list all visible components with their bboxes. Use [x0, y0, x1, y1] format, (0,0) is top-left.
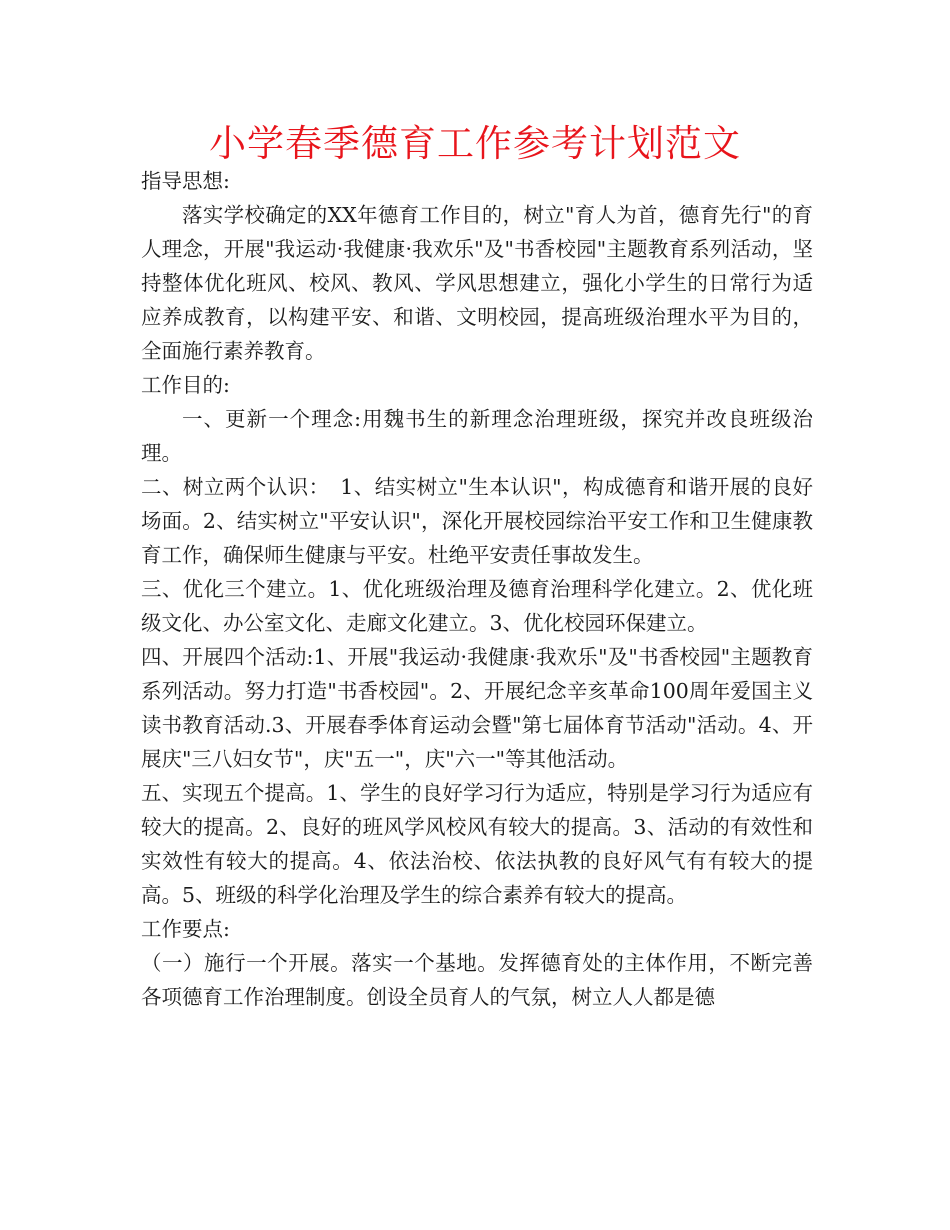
work-point-1: （一）施行一个开展。落实一个基地。发挥德育处的主体作用，不断完善各项德育工作治理制度。创设全员育人的气氛，树立人人都是德	[141, 951, 813, 1009]
goal-item-4: 四、开展四个活动:1、开展"我运动·我健康·我欢乐"及"书香校园"主题教育系列活动。努力打造"书香校园"。2、开展纪念辛亥革命100周年爱国主义读书教育活动.3、开展春季体育运动会暨"第七届体育节活动"活动。4、开展庆"三八妇女节"，庆"五一"，庆"六一"等其他活动。	[141, 645, 813, 771]
goal-item-1: 一、更新一个理念:用魏书生的新理念治理班级，探究并改良班级治理。	[141, 407, 813, 465]
section-heading-work-points: 工作要点:	[141, 917, 230, 941]
goal-item-5: 五、实现五个提高。1、学生的良好学习行为适应，特别是学习行为适应有较大的提高。2、良好的班风学风校风有较大的提高。3、活动的有效性和实效性有较大的提高。4、依法治校、依法执教的良好风气有有较大的提高。5、班级的科学化治理及学生的综合素养有较大的提高。	[141, 781, 813, 907]
paragraph-guiding-thought: 落实学校确定的XX年德育工作目的，树立"育人为首，德育先行"的育人理念，开展"我运动·我健康·我欢乐"及"书香校园"主题教育系列活动，坚持整体优化班风、校风、教风、学风思想建立，强化小学生的日常行为适应养成教育，以构建平安、和谐、文明校园，提高班级治理水平为目的，全面施行素养教育。	[141, 203, 813, 363]
goal-item-3: 三、优化三个建立。1、优化班级治理及德育治理科学化建立。2、优化班级文化、办公室文化、走廊文化建立。3、优化校园环保建立。	[141, 577, 813, 635]
section-heading-guiding-thought: 指导思想:	[141, 169, 230, 193]
goal-item-2: 二、树立两个认识： 1、结实树立"生本认识"，构成德育和谐开展的良好场面。2、结实树立"平安认识"，深化开展校园综治平安工作和卫生健康教育工作，确保师生健康与平安。杜绝平安责任事故发生。	[141, 475, 813, 567]
section-heading-work-goals: 工作目的:	[141, 373, 230, 397]
document-body	[141, 164, 813, 1014]
document-title: 小学春季德育工作参考计划范文	[209, 122, 741, 165]
